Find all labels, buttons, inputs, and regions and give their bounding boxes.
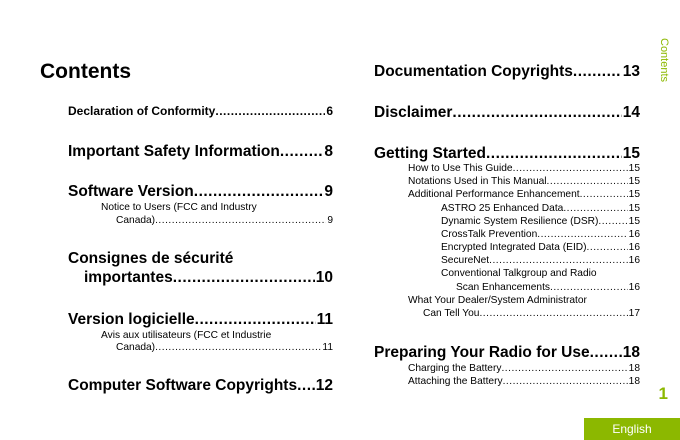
toc-page-number: 18 — [628, 376, 640, 387]
toc-page-number: 17 — [628, 308, 640, 319]
toc-page-number: 9 — [324, 183, 333, 200]
toc-entry-title: CrossTalk Prevention — [441, 229, 538, 240]
toc-page-number: 15 — [628, 176, 640, 187]
toc-entry-title: How to Use This Guide — [408, 163, 513, 174]
toc-entry-doc-copyrights[interactable] — [374, 63, 640, 81]
dot-leader — [155, 342, 321, 353]
toc-entry-attaching[interactable] — [408, 376, 640, 387]
toc-entry-dealer[interactable] — [423, 308, 640, 319]
dot-leader — [173, 269, 315, 287]
toc-page-number: 12 — [315, 377, 333, 394]
toc-entry-title: Attaching the Battery — [408, 376, 503, 387]
toc-page-number: 16 — [628, 242, 640, 253]
toc-page-number: 15 — [628, 216, 640, 227]
toc-entry-crosstalk[interactable] — [441, 229, 640, 240]
toc-entry-title: Notations Used in This Manual — [408, 176, 547, 187]
toc-entry-title: Scan Enhancements — [456, 282, 551, 293]
dot-leader — [550, 282, 628, 293]
toc-entry-title: Documentation Copyrights — [374, 63, 573, 80]
toc-entry-software-version[interactable] — [68, 183, 333, 201]
toc-entry-avis[interactable] — [116, 342, 333, 353]
toc-entry-additional-performance[interactable] — [408, 189, 640, 200]
toc-page-number: 15 — [622, 145, 640, 162]
toc-page-number: 16 — [628, 229, 640, 240]
toc-page-number: 8 — [324, 143, 333, 160]
dot-leader — [297, 377, 315, 395]
dot-leader — [587, 242, 628, 253]
dot-leader — [155, 215, 326, 226]
dot-leader — [195, 311, 316, 329]
toc-entry-title: Preparing Your Radio for Use — [374, 344, 590, 361]
toc-entry-title: Additional Performance Enhancement — [408, 189, 580, 200]
dot-leader — [194, 183, 324, 201]
toc-entry-notations[interactable] — [408, 176, 640, 187]
toc-entry-consignes-line1[interactable]: Consignes de sécurité — [68, 250, 234, 267]
toc-page-number: 18 — [622, 344, 640, 361]
toc-entry-title: Declaration of Conformity — [68, 104, 216, 118]
toc-entry-title: Encrypted Integrated Data (EID) — [441, 242, 587, 253]
dot-leader — [580, 189, 628, 200]
toc-entry-title: Computer Software Copyrights — [68, 377, 298, 394]
toc-page-number: 10 — [315, 269, 333, 286]
toc-entry-conventional[interactable] — [456, 282, 640, 293]
section-side-tab: Contents — [658, 38, 670, 83]
toc-entry-disclaimer[interactable] — [374, 104, 640, 122]
toc-entry-title: SecureNet — [441, 255, 490, 266]
toc-entry-eid[interactable] — [441, 242, 640, 253]
toc-entry-title: Getting Started — [374, 145, 486, 162]
toc-entry-title: Charging the Battery — [408, 363, 502, 374]
dot-leader — [479, 308, 627, 319]
toc-entry-preparing[interactable] — [374, 344, 640, 362]
toc-entry-avis-line1[interactable]: Avis aux utilisateurs (FCC et Industrie — [101, 330, 272, 341]
toc-entry-notice-line1[interactable]: Notice to Users (FCC and Industry — [101, 202, 257, 213]
dot-leader — [598, 216, 627, 227]
toc-entry-title: Important Safety Information — [68, 143, 280, 160]
dot-leader — [489, 255, 628, 266]
toc-entry-computer-copyrights[interactable] — [68, 377, 333, 395]
toc-entry-title: Canada) — [116, 342, 156, 353]
dot-leader — [573, 63, 622, 81]
dot-leader — [215, 104, 325, 118]
toc-page-number: 9 — [327, 215, 333, 226]
page-title: Contents — [40, 60, 131, 83]
dot-leader — [501, 363, 627, 374]
toc-entry-declaration[interactable] — [68, 104, 333, 118]
toc-page-number: 18 — [628, 363, 640, 374]
dot-leader — [486, 145, 622, 163]
toc-entry-version-logicielle[interactable] — [68, 311, 333, 329]
toc-page-number: 15 — [628, 189, 640, 200]
toc-entry-astro[interactable] — [441, 203, 640, 214]
dot-leader — [547, 176, 628, 187]
toc-entry-consignes[interactable] — [84, 269, 333, 287]
toc-page-number: 15 — [628, 163, 640, 174]
dot-leader — [563, 203, 627, 214]
page-number: 1 — [658, 384, 668, 403]
dot-leader — [452, 104, 621, 122]
toc-entry-dealer-line1[interactable]: What Your Dealer/System Administrator — [408, 295, 587, 306]
dot-leader — [503, 376, 628, 387]
toc-entry-charging[interactable] — [408, 363, 640, 374]
toc-entry-title: Dynamic System Resilience (DSR) — [441, 216, 599, 227]
toc-entry-dsr[interactable] — [441, 216, 640, 227]
toc-page-number: 14 — [622, 104, 640, 121]
toc-entry-title: importantes — [84, 269, 173, 286]
toc-page-number: 16 — [628, 255, 640, 266]
toc-entry-title: Can Tell You — [423, 308, 480, 319]
language-tab: English — [584, 418, 680, 440]
toc-entry-securenet[interactable] — [441, 255, 640, 266]
dot-leader — [590, 344, 622, 362]
toc-page-number: 16 — [628, 282, 640, 293]
toc-entry-title: ASTRO 25 Enhanced Data — [441, 203, 564, 214]
toc-page-number: 11 — [322, 342, 333, 353]
dot-leader — [280, 143, 324, 161]
toc-page-number: 11 — [316, 311, 333, 328]
toc-entry-notice[interactable] — [116, 215, 333, 226]
toc-entry-title: Disclaimer — [374, 104, 453, 121]
dot-leader — [537, 229, 627, 240]
toc-page-number: 6 — [326, 104, 333, 118]
toc-entry-getting-started[interactable] — [374, 145, 640, 163]
toc-entry-safety[interactable] — [68, 143, 333, 161]
toc-entry-title: Software Version — [68, 183, 194, 200]
toc-entry-how-to-use[interactable] — [408, 163, 640, 174]
toc-page-number: 15 — [628, 203, 640, 214]
toc-entry-title: Version logicielle — [68, 311, 195, 328]
toc-entry-title: Canada) — [116, 215, 156, 226]
toc-entry-conventional-line1[interactable]: Conventional Talkgroup and Radio — [441, 268, 597, 279]
dot-leader — [513, 163, 628, 174]
toc-page-number: 13 — [622, 63, 640, 80]
